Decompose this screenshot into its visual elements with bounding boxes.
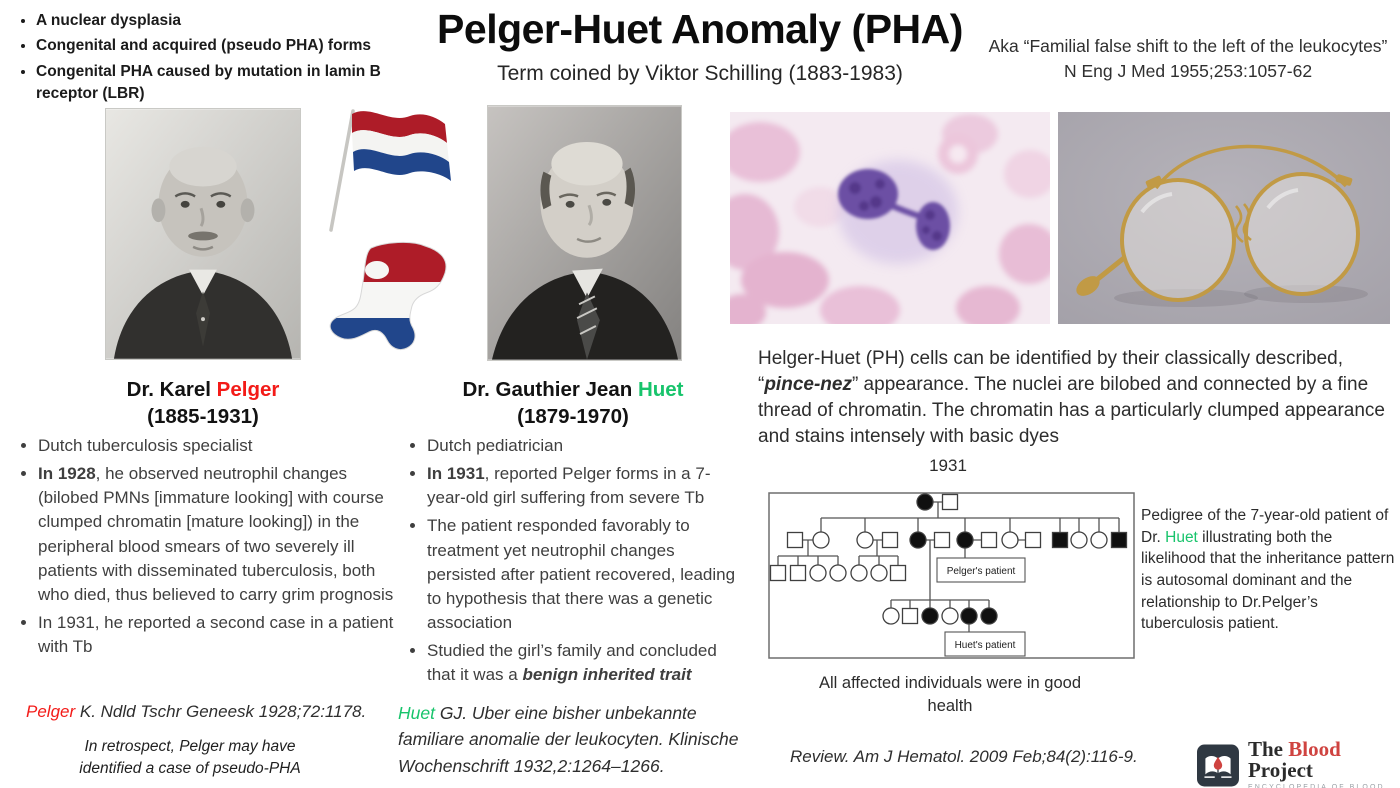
pelger-name: Dr. Karel <box>126 378 217 401</box>
huet-bullet: • In 1931, reported Pelger forms in a 7-year-old girl suffering from severe Tb <box>427 462 739 510</box>
pelger-bullet: • In 1928, he observed neutrophil changes (bilobed PMNs [immature looking] with course clumped chromatin [mature looking]) in the peripheral blood smears of two severely ill patients with disseminated tuberculosis, both who died, thus believed to carry grim prognosis <box>38 462 410 607</box>
huet-years: (1879-1970) <box>517 405 629 429</box>
page-subtitle: Term coined by Viktor Schilling (1883-1983) <box>497 62 903 85</box>
blood-project-logo: The Blood Project ENCYCLOPEDIA OF BLOOD <box>1197 739 1400 788</box>
key-points-list <box>12 10 384 109</box>
netherlands-flag-icon <box>325 102 465 237</box>
huet-bullet: • Dutch pediatrician <box>427 434 739 458</box>
pelger-bullet: • Dutch tuberculosis specialist <box>38 434 410 458</box>
key-point: • Congenital PHA caused by mutation in lamin B receptor (LBR) <box>36 61 384 106</box>
pelger-bullet-list <box>18 434 410 663</box>
page-title: Pelger-Huet Anomaly (PHA) <box>437 6 963 52</box>
huet-citation: Huet GJ. Uber eine bisher unbekannte familiare anomalie der leukocyten. Klinische Wochenschrift 1932,2:1264–1266. <box>398 703 739 776</box>
pedigree-year-label: 1931 <box>929 456 967 475</box>
pedigree-note: Pedigree of the 7-year-old patient of Dr. Huet illustrating both the likelihood that the inheritance pattern is autosomal dominant and the relationship to Dr.Pelger’s tuberculosis patient. <box>1141 507 1395 633</box>
aka-note: Aka “Familial false shift to the left of the leukocytes” N Eng J Med 1955;253:1057-62 <box>988 36 1388 82</box>
blood-project-book-icon <box>1197 743 1239 788</box>
netherlands-map-icon <box>325 240 460 362</box>
key-point: • A nuclear dysplasia <box>36 10 384 32</box>
huet-bullet: • Studied the girl’s family and concluded that it was a benign inherited trait <box>427 639 739 687</box>
pelger-portrait-photo <box>105 108 301 360</box>
huet-name: Dr. Gauthier Jean <box>462 378 638 401</box>
pelger-retrospect-note: In retrospect, Pelger may have identified a case of pseudo-PHA <box>79 738 301 777</box>
logo-tagline: ENCYCLOPEDIA OF BLOOD <box>1247 784 1385 788</box>
pelger-years: (1885-1931) <box>147 405 259 429</box>
pedigree-caption: All affected individuals were in good health <box>818 674 1082 716</box>
huet-bullet: • The patient responded favorably to treatment yet neutrophil changes persisted after patient recovered, leading to hypothesis that there was a genetic association <box>427 514 739 635</box>
huet-heading <box>453 376 693 430</box>
key-point: • Congenital and acquired (pseudo PHA) forms <box>36 35 384 57</box>
pince-nez-emphasis: pince-nez <box>764 374 852 396</box>
blood-smear-photo <box>730 112 1050 324</box>
pelger-heading <box>83 376 323 430</box>
huet-surname: Huet <box>637 378 684 401</box>
huet-portrait-photo <box>487 105 682 361</box>
pelger-citation: Pelger K. Ndld Tschr Geneesk 1928;72:1178. <box>26 702 367 721</box>
pelger-bullet: • In 1931, he reported a second case in a patient with Tb <box>38 611 410 659</box>
review-citation: Review. Am J Hematol. 2009 Feb;84(2):116-9. <box>790 747 1138 766</box>
pedigree-diagram <box>768 492 1135 659</box>
pelger-surname: Pelger <box>216 378 280 401</box>
ph-cells-paragraph: Helger-Huet (PH) cells can be identified by their classically described, “pince-nez” appearance. The nuclei are bilobed and connected by a fine thread of chromatin. The chromatin has a particularly clumped appearance and stains intensely with basic dyes <box>758 348 1385 448</box>
pelger-patient-label: Pelger's patient <box>946 566 1016 577</box>
huet-patient-label: Huet's patient <box>954 640 1016 651</box>
huet-bullet-list <box>407 434 739 691</box>
pince-nez-photo <box>1058 112 1390 324</box>
